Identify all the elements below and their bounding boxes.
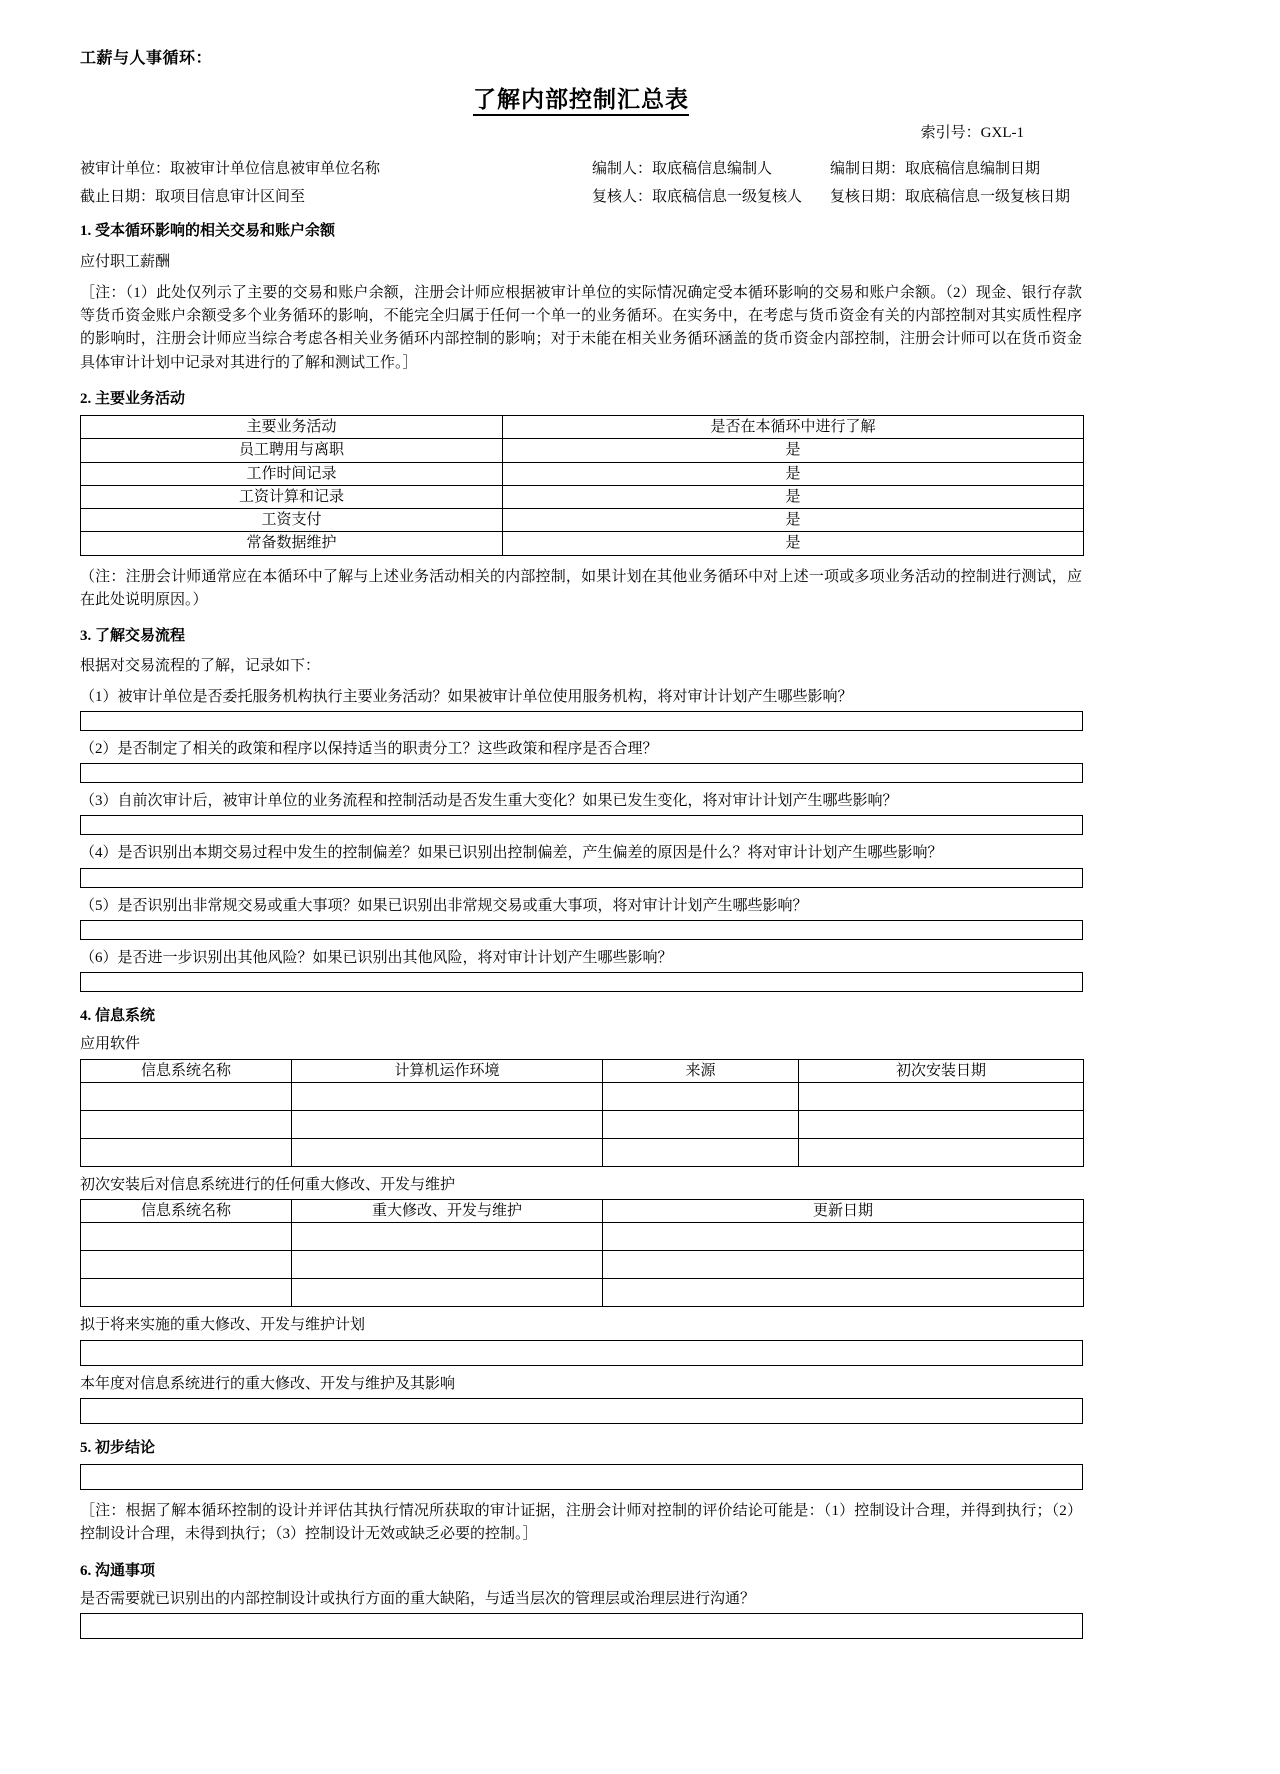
section-1-heading: 1. 受本循环影响的相关交易和账户余额: [80, 223, 336, 240]
section-1-note: ［注：（1）此处仅列示了主要的交易和账户余额，注册会计师应根据被审计单位的实际情况确定受本循环影响的交易和账户余额。（2）现金、银行存款等货币资金账户余额受多个业务循环的影响，不能完全归属于任何一个单一的业务循环。在实务中，在考虑与货币资金有关的内部控制对其实质性程序的影响时，注册会计师应当综合考虑各相关业务循环内部控制的影响；对于未能在相关业务循环涵盖的货币资金内部控制，注册会计师可以在货币资金具体审计计划中记录对其进行的了解和测试工作。］: [80, 284, 1082, 371]
activity-understood: 是: [503, 485, 1084, 508]
answer-box-q6[interactable]: [80, 972, 1083, 992]
cell-source[interactable]: [603, 1082, 799, 1110]
answer-box-preliminary-conclusion[interactable]: [80, 1464, 1083, 1490]
answer-box-q1[interactable]: [80, 711, 1083, 731]
section-4-heading: 4. 信息系统: [80, 1008, 156, 1025]
application-software-table: [80, 1059, 1084, 1167]
table-row[interactable]: [81, 1138, 1084, 1166]
cell-update-date[interactable]: [603, 1279, 1084, 1307]
cell-modification[interactable]: [292, 1251, 603, 1279]
cell-update-date[interactable]: [603, 1251, 1084, 1279]
table-row[interactable]: [81, 1251, 1084, 1279]
application-software-label: 应用软件: [80, 1036, 141, 1053]
section-6-heading: 6. 沟通事项: [80, 1562, 156, 1579]
business-activities-table: [80, 415, 1084, 556]
activity-name: 工资支付: [81, 509, 503, 532]
question-2: （2）是否制定了相关的政策和程序以保持适当的职责分工？这些政策和程序是否合理？: [80, 740, 658, 757]
preparer-field: 编制人：取底稿信息编制人: [592, 160, 773, 177]
table-row[interactable]: [81, 1082, 1084, 1110]
deadline-field: 截止日期：取项目信息审计区间至: [80, 189, 306, 206]
cell-system-name[interactable]: [81, 1279, 292, 1307]
activity-understood: 是: [503, 462, 1084, 485]
meta-row-2: [80, 187, 1082, 207]
column-header: 主要业务活动: [81, 416, 503, 439]
section-3-heading: 3. 了解交易流程: [80, 628, 186, 645]
question-1: （1）被审计单位是否委托服务机构执行主要业务活动？如果被审计单位使用服务机构，将对审计计划产生哪些影响？: [80, 688, 853, 705]
activity-understood: 是: [503, 532, 1084, 555]
cell-system-name[interactable]: [81, 1251, 292, 1279]
column-header: 更新日期: [603, 1200, 1084, 1223]
section-5-note: ［注：根据了解本循环控制的设计并评估其执行情况所获取的审计证据，注册会计师对控制的评价结论可能是：（1）控制设计合理，并得到执行；（2）控制设计合理，未得到执行；（3）控制设计无效或缺乏必要的控制。］: [80, 1503, 1082, 1543]
cell-environment[interactable]: [292, 1082, 603, 1110]
table-row: [81, 485, 1084, 508]
review-date-field: 复核日期：取底稿信息一级复核日期: [830, 189, 1071, 206]
cell-install-date[interactable]: [799, 1110, 1084, 1138]
table-row: [81, 462, 1084, 485]
question-5: （5）是否识别出非常规交易或重大事项？如果已识别出非常规交易或重大事项，将对审计计划产生哪些影响？: [80, 897, 808, 914]
cell-update-date[interactable]: [603, 1223, 1084, 1251]
future-plan-label: 拟于将来实施的重大修改、开发与维护计划: [80, 1317, 366, 1334]
page-title: [80, 84, 1082, 115]
section-3-lead: 根据对交易流程的了解，记录如下：: [80, 658, 321, 675]
cell-system-name[interactable]: [81, 1223, 292, 1251]
modification-table: [80, 1199, 1084, 1307]
cell-source[interactable]: [603, 1138, 799, 1166]
meta-row-1: [80, 159, 1082, 179]
cell-install-date[interactable]: [799, 1138, 1084, 1166]
cell-environment[interactable]: [292, 1110, 603, 1138]
activity-name: 工作时间记录: [81, 462, 503, 485]
question-6: （6）是否进一步识别出其他风险？如果已识别出其他风险，将对审计计划产生哪些影响？: [80, 949, 673, 966]
table-row[interactable]: [81, 1279, 1084, 1307]
cell-system-name[interactable]: [81, 1138, 292, 1166]
activity-name: 员工聘用与离职: [81, 439, 503, 462]
answer-box-q2[interactable]: [80, 763, 1083, 783]
table-row: [81, 509, 1084, 532]
question-3: （3）自前次审计后，被审计单位的业务流程和控制活动是否发生重大变化？如果已发生变化，将对审计计划产生哪些影响？: [80, 793, 898, 810]
answer-box-q5[interactable]: [80, 920, 1083, 940]
answer-box-year-modification[interactable]: [80, 1398, 1083, 1424]
cell-system-name[interactable]: [81, 1082, 292, 1110]
activity-understood: 是: [503, 439, 1084, 462]
section-2-note: （注：注册会计师通常应在本循环中了解与上述业务活动相关的内部控制，如果计划在其他业务循环中对上述一项或多项业务活动的控制进行测试，应在此处说明原因。）: [80, 568, 1082, 608]
cell-install-date[interactable]: [799, 1082, 1084, 1110]
section-5-heading: 5. 初步结论: [80, 1439, 156, 1456]
table-row[interactable]: [81, 1223, 1084, 1251]
answer-box-future-plan[interactable]: [80, 1340, 1083, 1366]
cell-environment[interactable]: [292, 1138, 603, 1166]
column-header: 重大修改、开发与维护: [292, 1200, 603, 1223]
column-header: 来源: [603, 1059, 799, 1082]
cell-modification[interactable]: [292, 1223, 603, 1251]
answer-box-communication[interactable]: [80, 1613, 1083, 1639]
year-modification-label: 本年度对信息系统进行的重大修改、开发与维护及其影响: [80, 1375, 456, 1392]
table-header-row: [81, 1200, 1084, 1223]
auditee-field: 被审计单位：取被审计单位信息被审单位名称: [80, 160, 381, 177]
activity-understood: 是: [503, 509, 1084, 532]
cycle-title: 工薪与人事循环：: [80, 50, 213, 67]
page-title-text: 了解内部控制汇总表: [473, 87, 689, 116]
section-1-content: 应付职工薪酬: [80, 253, 171, 270]
answer-box-q3[interactable]: [80, 815, 1083, 835]
reviewer-field: 复核人：取底稿信息一级复核人: [592, 189, 803, 206]
column-header: 是否在本循环中进行了解: [503, 416, 1084, 439]
cell-modification[interactable]: [292, 1279, 603, 1307]
section-2-heading: 2. 主要业务活动: [80, 390, 186, 407]
table-row: [81, 532, 1084, 555]
activity-name: 工资计算和记录: [81, 485, 503, 508]
column-header: 信息系统名称: [81, 1200, 292, 1223]
column-header: 信息系统名称: [81, 1059, 292, 1082]
question-4: （4）是否识别出本期交易过程中发生的控制偏差？如果已识别出控制偏差，产生偏差的原因是什么？将对审计计划产生哪些影响？: [80, 845, 943, 862]
section-6-question: 是否需要就已识别出的内部控制设计或执行方面的重大缺陷，与适当层次的管理层或治理层进行沟通？: [80, 1590, 756, 1607]
table-row[interactable]: [81, 1110, 1084, 1138]
cell-source[interactable]: [603, 1110, 799, 1138]
modification-label: 初次安装后对信息系统进行的任何重大修改、开发与维护: [80, 1176, 456, 1193]
column-header: 计算机运作环境: [292, 1059, 603, 1082]
column-header: 初次安装日期: [799, 1059, 1084, 1082]
index-number: 索引号：GXL-1: [920, 124, 1024, 141]
prepare-date-field: 编制日期：取底稿信息编制日期: [830, 160, 1041, 177]
table-row: [81, 439, 1084, 462]
cell-system-name[interactable]: [81, 1110, 292, 1138]
answer-box-q4[interactable]: [80, 868, 1083, 888]
table-header-row: [81, 1059, 1084, 1082]
table-header-row: [81, 416, 1084, 439]
activity-name: 常备数据维护: [81, 532, 503, 555]
